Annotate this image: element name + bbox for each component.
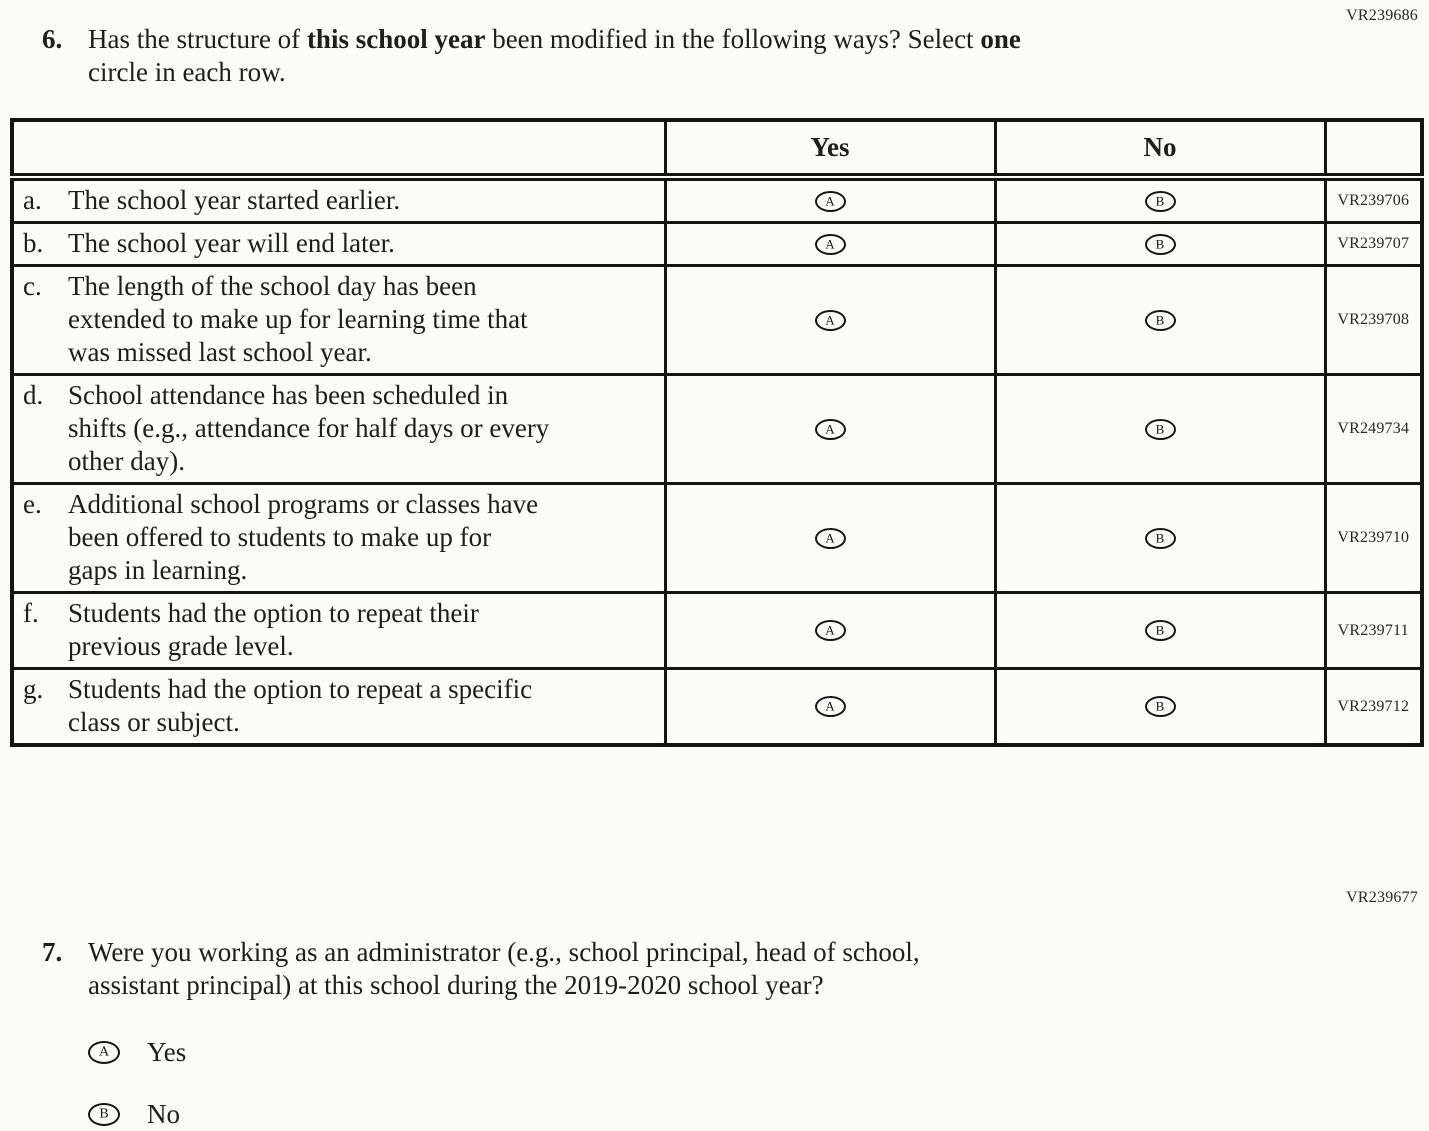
question7-prompt: Were you working as an administrator (e.g., school principal, head of school, assistant principal) at this school during the 2019-2020 school year? (88, 937, 920, 1000)
table-header-code (1325, 120, 1422, 177)
table-row-a (12, 177, 1422, 223)
statement-text: School attendance has been scheduled in shifts (e.g., attendance for half days or every other day). (68, 380, 550, 476)
bubble-letter: A (825, 236, 835, 251)
statement-text: The school year will end later. (68, 228, 395, 258)
table-header-no: No (995, 120, 1325, 177)
statement-cell (12, 266, 665, 375)
bubble-letter: B (1155, 312, 1165, 327)
question7-option-no (88, 1098, 1429, 1131)
no-bubble-a[interactable] (1145, 191, 1176, 212)
statement-cell (12, 484, 665, 593)
yes-bubble-e[interactable] (815, 528, 846, 549)
bubble-letter: A (825, 622, 835, 638)
question7-option-yes (88, 1036, 1429, 1069)
statement-text: The school year started earlier. (68, 185, 401, 215)
row-letter: e. (23, 489, 42, 519)
yes-cell (665, 266, 995, 375)
bubble-letter-b: B (99, 1106, 109, 1121)
question7-number: 7. (42, 937, 63, 967)
row-letter: f. (23, 598, 39, 628)
no-cell (995, 223, 1325, 266)
row-vr-code: VR239707 (1325, 223, 1422, 266)
yes-cell (665, 375, 995, 484)
bubble-letter: B (1155, 193, 1165, 208)
row-letter: a. (23, 185, 42, 215)
table-row-e (12, 484, 1422, 593)
bubble-letter: B (1155, 698, 1165, 714)
row-letter: g. (23, 674, 44, 704)
answer-bubble-yes[interactable] (88, 1041, 120, 1064)
table-row-f (12, 593, 1422, 669)
question6-vr-code: VR239686 (1346, 7, 1418, 24)
yes-bubble-f[interactable] (815, 620, 846, 641)
statement-text: Additional school programs or classes have been offered to students to make up for gaps in learning. (68, 489, 539, 585)
bubble-letter: B (1155, 236, 1165, 251)
row-vr-code: VR239710 (1325, 484, 1422, 593)
bubble-letter-a: A (98, 1044, 110, 1059)
statement-cell (12, 223, 665, 266)
statement-cell (12, 593, 665, 669)
row-vr-code: VR239712 (1325, 669, 1422, 746)
bubble-letter: A (825, 193, 835, 208)
no-bubble-d[interactable] (1145, 419, 1176, 440)
yes-cell (665, 669, 995, 746)
no-bubble-e[interactable] (1145, 528, 1176, 549)
statement-cell (12, 375, 665, 484)
table-row-d (12, 375, 1422, 484)
table-row-g (12, 669, 1422, 746)
bubble-letter: B (1155, 530, 1165, 545)
yes-bubble-c[interactable] (815, 310, 846, 331)
row-vr-code: VR239708 (1325, 266, 1422, 375)
no-bubble-g[interactable] (1145, 696, 1176, 717)
table-row-b (12, 223, 1422, 266)
yes-bubble-d[interactable] (815, 419, 846, 440)
no-cell (995, 375, 1325, 484)
yes-cell (665, 593, 995, 669)
statement-cell (12, 177, 665, 223)
table-row-c (12, 266, 1422, 375)
yes-cell (665, 177, 995, 223)
no-bubble-b[interactable] (1145, 234, 1176, 255)
no-cell (995, 177, 1325, 223)
yes-bubble-g[interactable] (815, 696, 846, 717)
question7-options (88, 1036, 1429, 1131)
yes-bubble-b[interactable] (815, 234, 846, 255)
table-header-yes: Yes (665, 120, 995, 177)
bubble-letter: A (825, 530, 835, 545)
table-header-statement (12, 120, 665, 177)
row-letter: d. (23, 380, 44, 410)
no-bubble-c[interactable] (1145, 310, 1176, 331)
bubble-letter: A (825, 312, 835, 327)
statement-text: Students had the option to repeat their previous grade level. (68, 598, 479, 661)
no-cell (995, 669, 1325, 746)
bubble-letter: A (825, 421, 835, 436)
question6-prompt: Has the structure of this school year been modified in the following ways? Select one circle in each row. (88, 24, 1021, 87)
question7-vr-code: VR239677 (1346, 889, 1418, 906)
table-header-row (12, 120, 1422, 177)
bubble-letter: A (825, 698, 835, 714)
statement-text: Students had the option to repeat a specific class or subject. (68, 674, 533, 737)
bubble-letter: B (1155, 421, 1165, 436)
option-label-no: No (147, 1099, 180, 1129)
question6-table (10, 118, 1424, 747)
yes-bubble-a[interactable] (815, 191, 846, 212)
yes-cell (665, 484, 995, 593)
row-vr-code: VR239706 (1325, 177, 1422, 223)
statement-text: The length of the school day has been extended to make up for learning time that was missed last school year. (68, 271, 528, 367)
statement-cell (12, 669, 665, 746)
question7 (42, 936, 1429, 1002)
row-letter: c. (23, 271, 42, 301)
bubble-letter: B (1155, 622, 1165, 638)
row-vr-code: VR249734 (1325, 375, 1422, 484)
yes-cell (665, 223, 995, 266)
no-bubble-f[interactable] (1145, 620, 1176, 641)
no-cell (995, 266, 1325, 375)
no-cell (995, 593, 1325, 669)
option-label-yes: Yes (147, 1037, 187, 1067)
question6 (42, 0, 1429, 89)
row-vr-code: VR239711 (1325, 593, 1422, 669)
row-letter: b. (23, 228, 44, 258)
no-cell (995, 484, 1325, 593)
question6-number: 6. (42, 24, 63, 54)
